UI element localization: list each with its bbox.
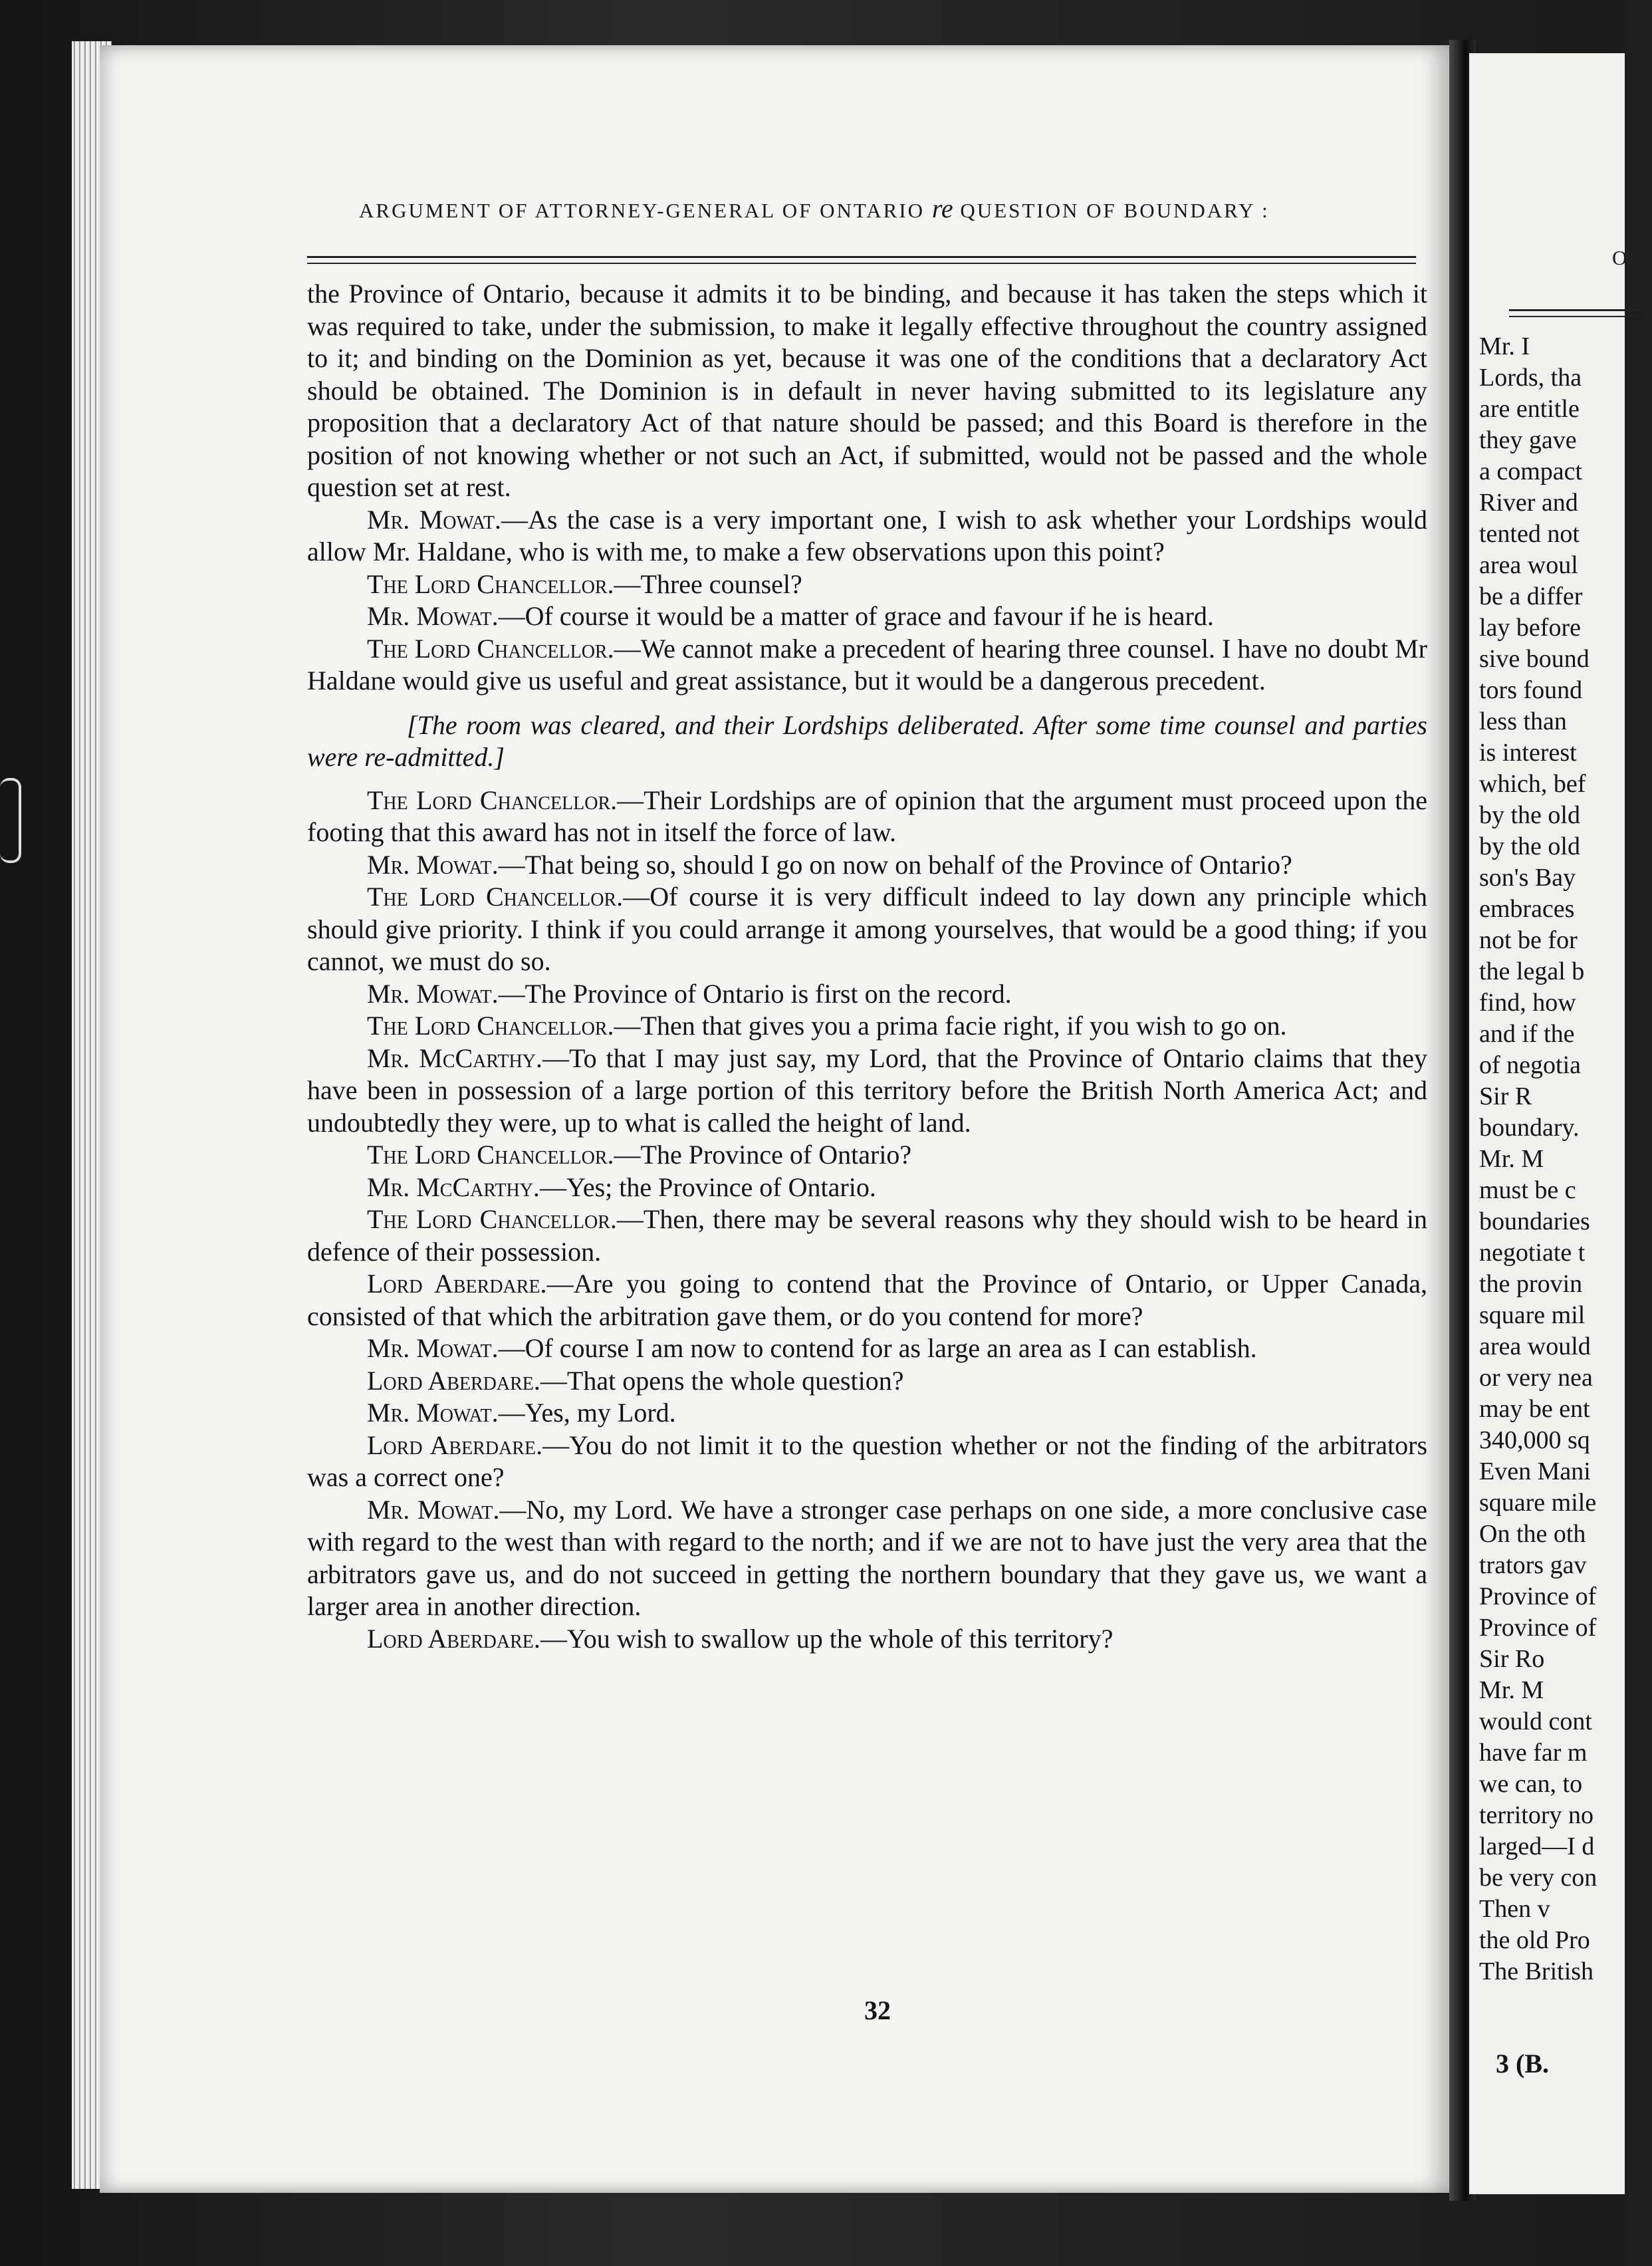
right-page-line: the provin (1479, 1270, 1583, 1298)
paragraph-text: the Province of Ontario, because it admits it to be binding, and because it has taken the steps which it was required to take, under the submission, to make it legally effective throughout the country assigned to it; and binding on the Dominion as yet, because it was one of the conditions that a declaratory Act should be obtained. The Dominion is in default in never having submitted to its legislature any proposition that a declaratory Act of that nature should be passed; and this Board is therefore in the position of not knowing whether or not such an Act, if submitted, would not be passed and the whole question set at rest. (307, 279, 1427, 502)
head-rule-bottom (307, 263, 1416, 264)
right-page-line: by the old (1479, 832, 1580, 860)
right-page-line: Lords, tha (1479, 364, 1582, 392)
speaker-name: Mr. Mowat. (367, 601, 499, 631)
speech-text: —No, my Lord. We have a stronger case perhaps on one side, a more conclusive case with regard to the west than with regard to the north; and if we are not to have just the very area that the arbitrators gave us, and do not succeed in getting the northern boundary that they gave us, we want a larger area in another direction. (307, 1494, 1427, 1621)
speech-text: —Yes, my Lord. (498, 1398, 676, 1428)
speech-text: —That being so, should I go on now on behalf of the Province of Ontario? (498, 849, 1292, 880)
right-page-line: Then v (1479, 1895, 1550, 1923)
right-page-line: area woul (1479, 551, 1578, 579)
page-number: 32 (864, 1995, 891, 2025)
stage-direction: [The room was cleared, and their Lordships deliberated. After some time counsel and parties were re-admitted.] (307, 709, 1427, 772)
speech-text: —You wish to swallow up the whole of this territory? (540, 1623, 1114, 1654)
speaker-name: Mr. Mowat. (367, 504, 502, 535)
speech-paragraph (307, 1010, 1427, 1043)
speaker-name: The Lord Chancellor. (367, 568, 614, 599)
right-page-line: less than (1479, 707, 1567, 735)
speaker-name: The Lord Chancellor. (367, 1011, 614, 1041)
speech-paragraph (307, 849, 1427, 882)
right-page-line: territory no (1479, 1801, 1594, 1829)
right-page-text (1479, 331, 1652, 1987)
running-head-right: QUESTION OF BOUNDARY : (960, 199, 1270, 222)
right-page-line: are entitle (1479, 395, 1580, 423)
head-rule-top (307, 256, 1416, 258)
speech-text: —Their Lordships are of opinion that the argument must proceed upon the footing that this award has not in itself the force of law. (307, 785, 1427, 847)
running-head-left: ARGUMENT OF ATTORNEY-GENERAL OF ONTARIO (359, 199, 925, 222)
right-page-line: Province of (1479, 1614, 1597, 1642)
right-page-line: Sir R (1479, 1082, 1532, 1110)
right-page-running-head: O (1612, 246, 1627, 269)
speech-text: —Then, there may be several reasons why they should wish to be heard in defence of their possession. (307, 1204, 1427, 1267)
right-page-line: larged—I d (1479, 1832, 1595, 1860)
right-page-line: boundary. (1479, 1114, 1580, 1142)
speech-paragraph (307, 1623, 1427, 1656)
speaker-name: Mr. McCarthy. (367, 1043, 542, 1073)
right-page-line: or very nea (1479, 1364, 1593, 1392)
speech-text: —Of course it would be a matter of grace and favour if he is heard. (498, 601, 1214, 631)
edge-clip-mark (0, 778, 21, 863)
speech-text: —Then that gives you a prima facie right, if you wish to go on. (614, 1011, 1287, 1041)
right-page-line: The British (1479, 1957, 1594, 1985)
right-page-line: the old Pro (1479, 1926, 1590, 1954)
right-page-rule-bottom (1509, 316, 1642, 317)
speech-paragraph (307, 568, 1427, 601)
right-page-line: the legal b (1479, 957, 1585, 985)
speech-paragraph (307, 1043, 1427, 1140)
right-page-line: is interest (1479, 739, 1577, 767)
right-page-line: On the oth (1479, 1520, 1586, 1548)
speech-paragraph (307, 1139, 1427, 1172)
speaker-name: The Lord Chancellor. (367, 1140, 614, 1170)
speech-text: —Of course it is very difficult indeed to lay down any principle which should give priority. I think if you could arrange it among yourselves, that would be a good thing; if you cannot, we must do so. (307, 882, 1427, 976)
speech-text: —Yes; the Province of Ontario. (539, 1172, 876, 1202)
right-page-line: they gave (1479, 426, 1577, 454)
running-head (359, 193, 1423, 224)
speech-text: —Are you going to contend that the Province of Ontario, or Upper Canada, consisted of that which the arbitration gave them, or do you contend for more? (307, 1269, 1427, 1331)
speech-paragraph (307, 633, 1427, 697)
right-page-line: which, bef (1479, 770, 1586, 798)
speech-paragraph (307, 1397, 1427, 1430)
speech-text: —As the case is a very important one, I wish to ask whether your Lordships would allow Mr. Haldane, who is with me, to make a few observations upon this point? (307, 504, 1427, 566)
right-page-line: not be for (1479, 926, 1578, 954)
speech-paragraph (307, 1268, 1427, 1332)
right-page (1469, 53, 1625, 2194)
right-page-line: must be c (1479, 1176, 1576, 1204)
right-page-line: we can, to (1479, 1770, 1583, 1798)
right-page-line: Even Mani (1479, 1457, 1591, 1485)
right-page-line: Province of (1479, 1582, 1597, 1610)
speech-paragraph (307, 1172, 1427, 1204)
right-page-line: sive bound (1479, 645, 1590, 673)
right-page-line: negotiate t (1479, 1239, 1586, 1267)
right-page-line: son's Bay (1479, 864, 1576, 892)
right-page-line: River and (1479, 489, 1578, 517)
right-page-line: Mr. I (1479, 332, 1530, 360)
right-page-line: lay before (1479, 614, 1581, 642)
speech-paragraph (307, 1365, 1427, 1398)
right-page-line: may be ent (1479, 1395, 1590, 1423)
speaker-name: The Lord Chancellor. (367, 633, 614, 664)
speaker-name: Lord Aberdare. (367, 1269, 547, 1299)
right-page-line: embraces (1479, 895, 1575, 923)
right-page-line: by the old (1479, 801, 1580, 829)
speech-paragraph (307, 978, 1427, 1011)
speaker-name: The Lord Chancellor. (367, 1204, 617, 1234)
right-page-line: find, how (1479, 989, 1576, 1017)
speech-text: —You do not limit it to the question whether or not the finding of the arbitrators was a correct one? (307, 1430, 1428, 1492)
running-head-re: re (931, 193, 953, 223)
speech-text: —That opens the whole question? (540, 1365, 904, 1396)
speaker-name: The Lord Chancellor. (367, 785, 618, 815)
right-page-line: tented not (1479, 520, 1580, 548)
speaker-name: Mr. McCarthy. (367, 1172, 540, 1202)
right-page-line: a compact (1479, 457, 1583, 485)
right-page-line: 340,000 sq (1479, 1426, 1590, 1454)
paragraph-continuation (307, 278, 1427, 504)
speaker-name: Mr. Mowat. (367, 1494, 500, 1525)
speech-paragraph (307, 504, 1427, 568)
right-page-line: and if the (1479, 1020, 1575, 1048)
right-page-line: of negotia (1479, 1051, 1582, 1079)
speech-text: —Three counsel? (614, 568, 802, 599)
right-page-line: have far m (1479, 1739, 1588, 1767)
right-page-line: be a differ (1479, 582, 1583, 610)
right-page-line: be very con (1479, 1864, 1597, 1892)
speech-paragraph (307, 1494, 1427, 1623)
speaker-name: Mr. Mowat. (367, 978, 499, 1009)
right-page-line: Mr. M (1479, 1676, 1544, 1704)
speaker-name: Mr. Mowat. (367, 849, 499, 880)
right-page-line: Sir Ro (1479, 1645, 1545, 1673)
speech-text: —The Province of Ontario? (614, 1140, 912, 1170)
right-page-line: square mil (1479, 1301, 1586, 1329)
speech-paragraph (307, 1332, 1427, 1365)
speech-paragraph (307, 600, 1427, 633)
speaker-name: Mr. Mowat. (367, 1333, 499, 1363)
speaker-name: Lord Aberdare. (367, 1623, 540, 1654)
right-page-line: area would (1479, 1332, 1591, 1360)
right-page-signature: 3 (B. (1496, 2049, 1549, 2078)
right-page-rule-top (1509, 309, 1642, 311)
right-page-line: square mile (1479, 1489, 1597, 1517)
speaker-name: Mr. Mowat. (367, 1398, 499, 1428)
speech-text: —To that I may just say, my Lord, that the Province of Ontario claims that they have been in possession of a large portion of this territory before the British North America Act; and undoubtedly they were, up to what is called the height of land. (307, 1043, 1427, 1138)
body-text (307, 278, 1427, 1655)
speech-text: —Of course I am now to contend for as large an area as I can establish. (498, 1333, 1257, 1363)
speech-paragraph (307, 785, 1427, 849)
speech-paragraph (307, 1203, 1427, 1268)
speech-paragraph (307, 881, 1427, 978)
right-page-line: Mr. M (1479, 1145, 1544, 1173)
speech-text: —We cannot make a precedent of hearing three counsel. I have no doubt Mr Haldane would give us useful and great assistance, but it would be a dangerous precedent. (307, 633, 1427, 695)
right-page-line: boundaries (1479, 1207, 1590, 1235)
right-page-line: would cont (1479, 1707, 1592, 1735)
speech-text: —The Province of Ontario is first on the record. (498, 978, 1012, 1009)
speaker-name: The Lord Chancellor. (367, 882, 624, 912)
right-page-line: trators gav (1479, 1551, 1587, 1579)
speaker-name: Lord Aberdare. (367, 1365, 540, 1396)
speech-paragraph (307, 1430, 1427, 1494)
right-page-line: tors found (1479, 676, 1583, 704)
speaker-name: Lord Aberdare. (367, 1430, 543, 1460)
